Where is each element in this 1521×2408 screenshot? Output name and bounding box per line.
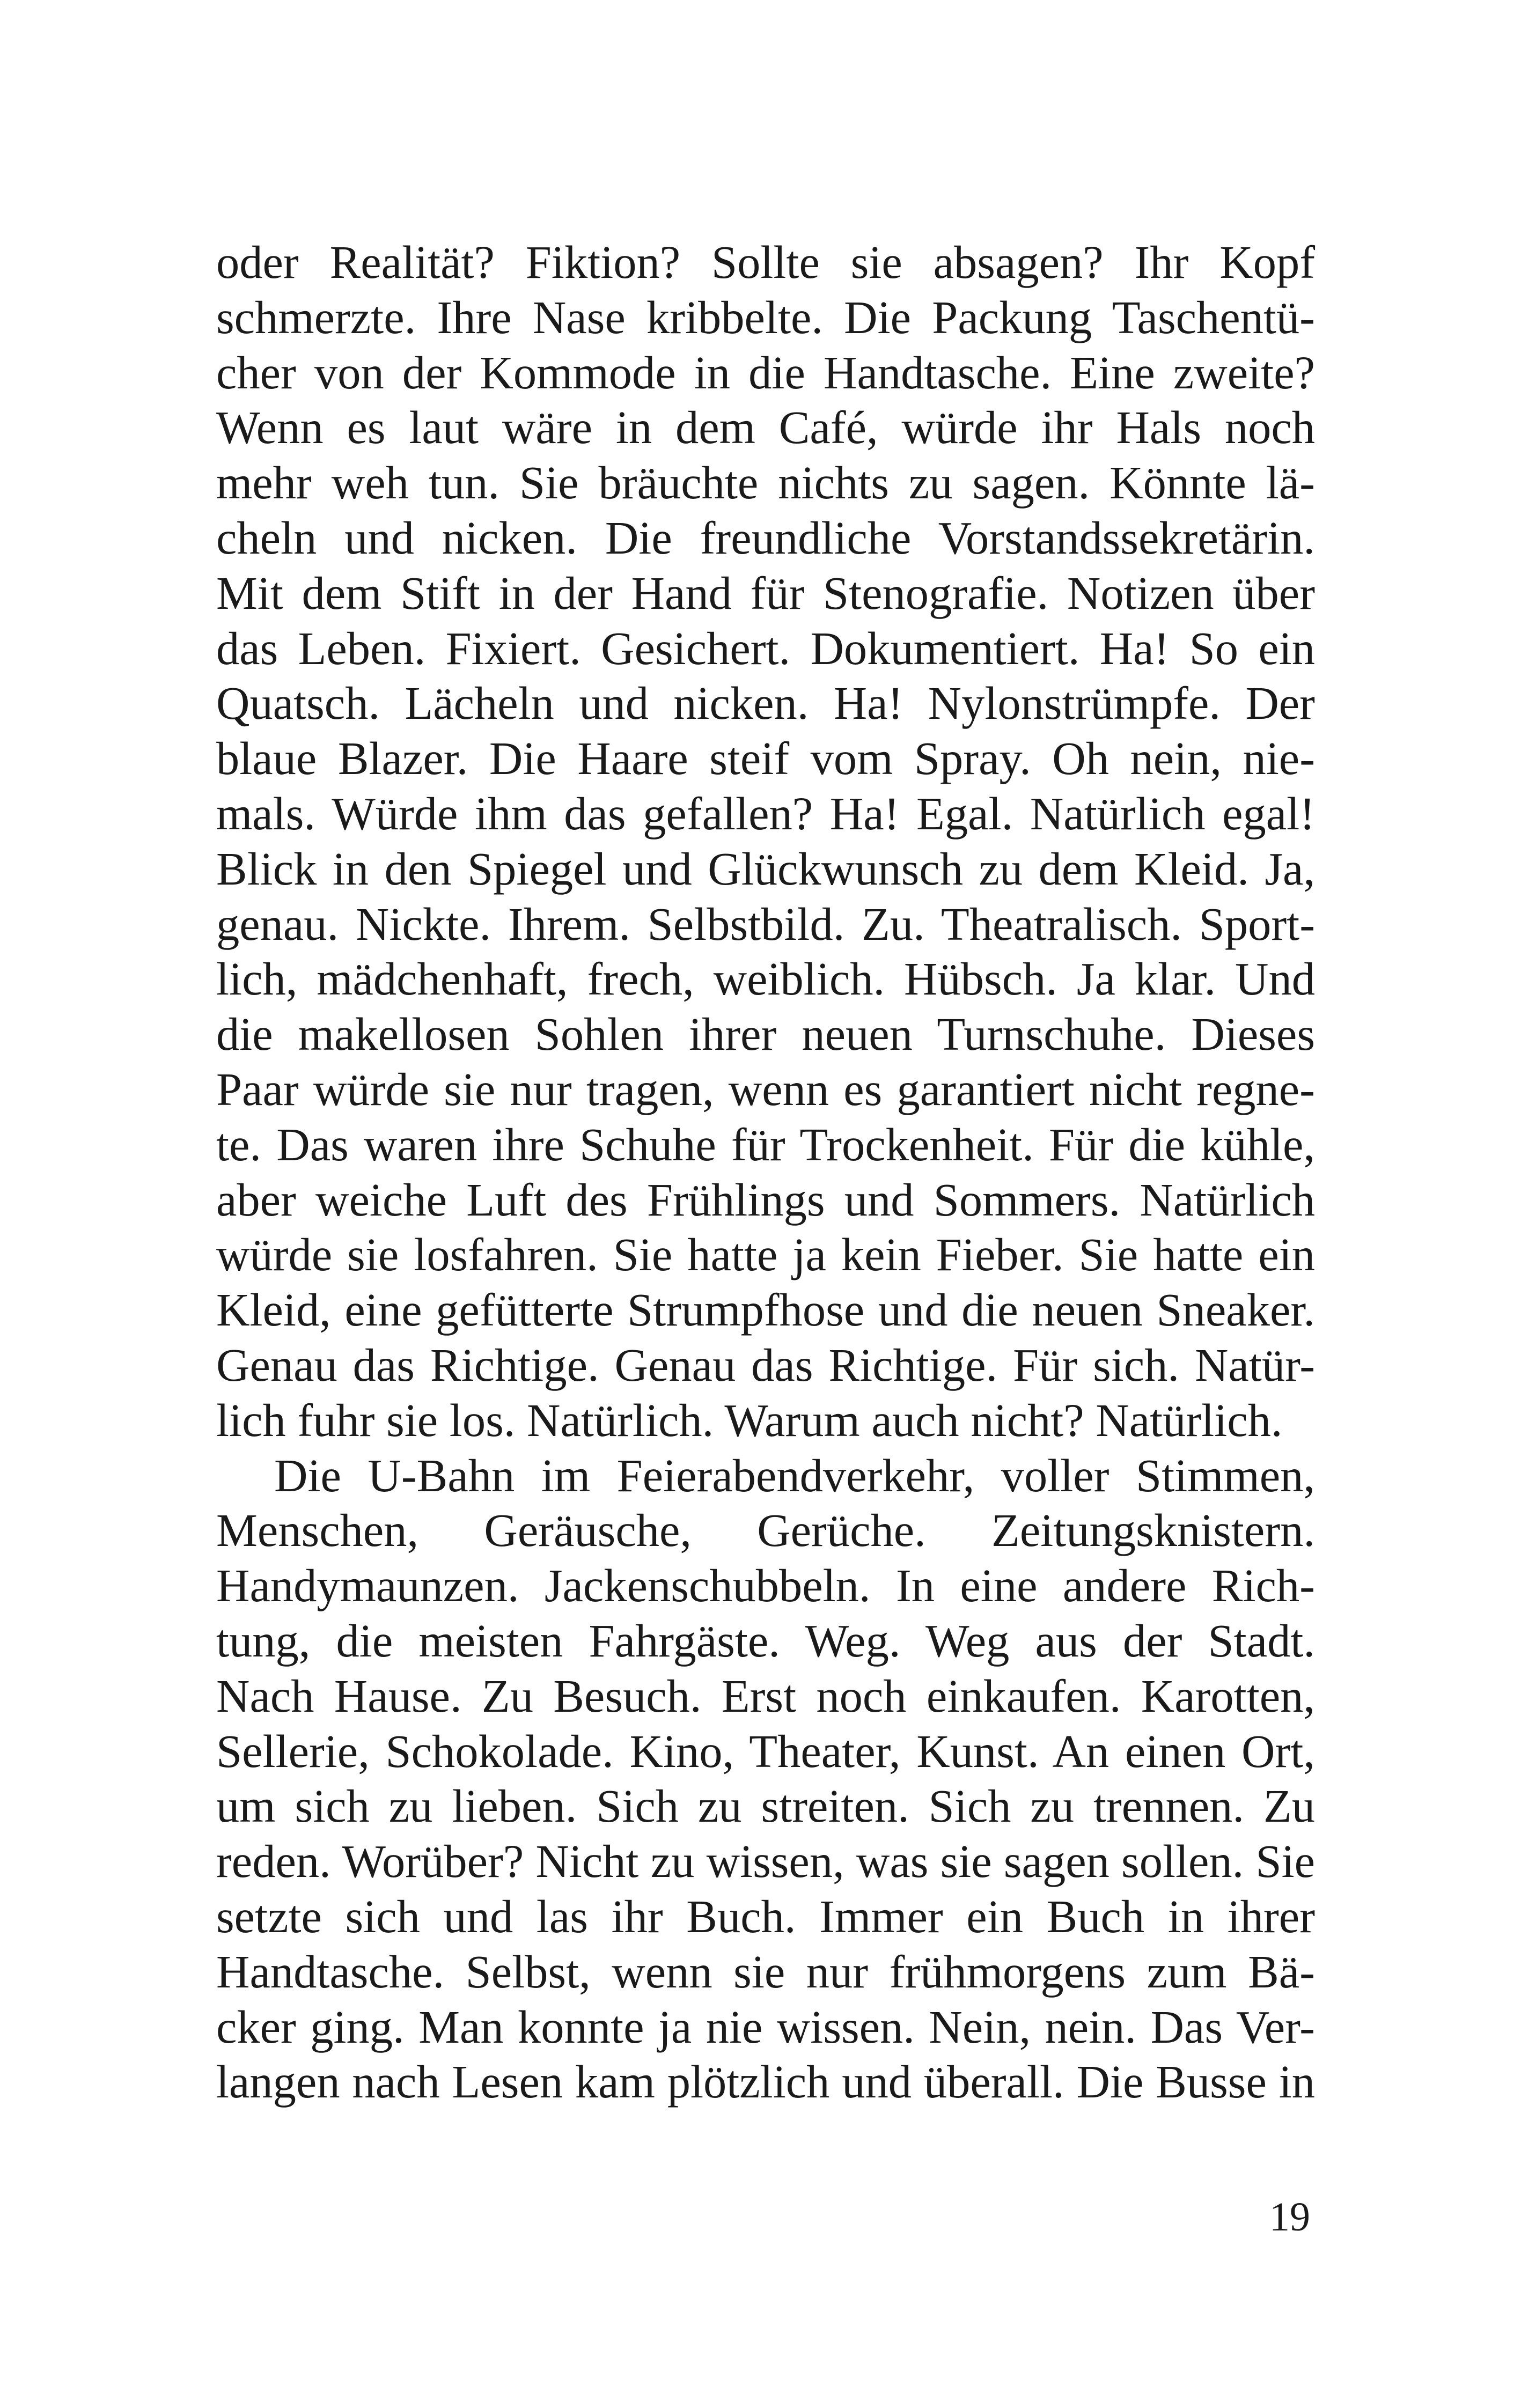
text-line: Kleid, eine gefütterte Strumpfhose und die neuen Sneaker. xyxy=(216,1284,1315,1336)
body-text xyxy=(216,235,1315,2110)
text-line: Handtasche. Selbst, wenn sie nur frühmorgens zum Bä- xyxy=(216,1946,1315,1998)
text-line: mals. Würde ihm das gefallen? Ha! Egal. Natürlich egal! xyxy=(216,787,1315,840)
text-line: setzte sich und las ihr Buch. Immer ein Buch in ihrer xyxy=(216,1890,1315,1942)
text-line: Menschen, Geräusche, Gerüche. Zeitungsknistern. xyxy=(216,1505,1315,1557)
text-line: tung, die meisten Fahrgäste. Weg. Weg aus der Stadt. xyxy=(216,1615,1315,1667)
text-line: cher von der Kommode in die Handtasche. Eine zweite? xyxy=(216,347,1315,399)
text-line: Handymaunzen. Jackenschubbeln. In eine andere Rich- xyxy=(216,1560,1315,1612)
text-line: mehr weh tun. Sie bräuchte nichts zu sagen. Könnte lä- xyxy=(216,457,1315,509)
text-line: Die U-Bahn im Feierabendverkehr, voller Stimmen, xyxy=(274,1449,1315,1501)
text-line: lich, mädchenhaft, frech, weiblich. Hübsch. Ja klar. Und xyxy=(216,953,1315,1005)
text-line: cker ging. Man konnte ja nie wissen. Nein, nein. Das Ver- xyxy=(216,2001,1315,2053)
text-line: würde sie losfahren. Sie hatte ja kein Fieber. Sie hatte ein xyxy=(216,1229,1315,1281)
text-line: Paar würde sie nur tragen, wenn es garantiert nicht regne- xyxy=(216,1063,1315,1115)
text-line: langen nach Lesen kam plötzlich und überall. Die Busse in xyxy=(216,2056,1315,2108)
text-line: die makellosen Sohlen ihrer neuen Turnschuhe. Dieses xyxy=(216,1008,1315,1061)
page-number: 19 xyxy=(1269,2195,1310,2240)
text-line: cheln und nicken. Die freundliche Vorstandssekretärin. xyxy=(216,512,1315,564)
text-line: Wenn es laut wäre in dem Café, würde ihr Hals noch xyxy=(216,402,1315,454)
text-line: aber weiche Luft des Frühlings und Sommers. Natürlich xyxy=(216,1174,1315,1226)
text-line: das Leben. Fixiert. Gesichert. Dokumentiert. Ha! So ein xyxy=(216,622,1315,674)
text-line: reden. Worüber? Nicht zu wissen, was sie sagen sollen. Sie xyxy=(216,1836,1315,1888)
text-line: Genau das Richtige. Genau das Richtige. Für sich. Natür- xyxy=(216,1339,1315,1391)
text-line: blaue Blazer. Die Haare steif vom Spray. Oh nein, nie- xyxy=(216,733,1315,785)
text-line: Nach Hause. Zu Besuch. Erst noch einkaufen. Karotten, xyxy=(216,1670,1315,1722)
text-line: um sich zu lieben. Sich zu streiten. Sich zu trennen. Zu xyxy=(216,1780,1315,1832)
text-line: lich fuhr sie los. Natürlich. Warum auch nicht? Natürlich. xyxy=(216,1394,1283,1446)
text-line: oder Realität? Fiktion? Sollte sie absagen? Ihr Kopf xyxy=(216,237,1315,288)
text-line: genau. Nickte. Ihrem. Selbstbild. Zu. Theatralisch. Sport- xyxy=(216,898,1315,950)
text-line: te. Das waren ihre Schuhe für Trockenheit. Für die kühle, xyxy=(216,1118,1315,1170)
text-line: Mit dem Stift in der Hand für Stenografie. Notizen über xyxy=(216,567,1315,619)
text-line: Sellerie, Schokolade. Kino, Theater, Kunst. An einen Ort, xyxy=(216,1725,1315,1777)
text-line: Quatsch. Lächeln und nicken. Ha! Nylonstrümpfe. Der xyxy=(216,678,1315,730)
text-line: Blick in den Spiegel und Glückwunsch zu dem Kleid. Ja, xyxy=(216,843,1315,895)
text-line: schmerzte. Ihre Nase kribbelte. Die Packung Taschentü- xyxy=(216,291,1315,343)
